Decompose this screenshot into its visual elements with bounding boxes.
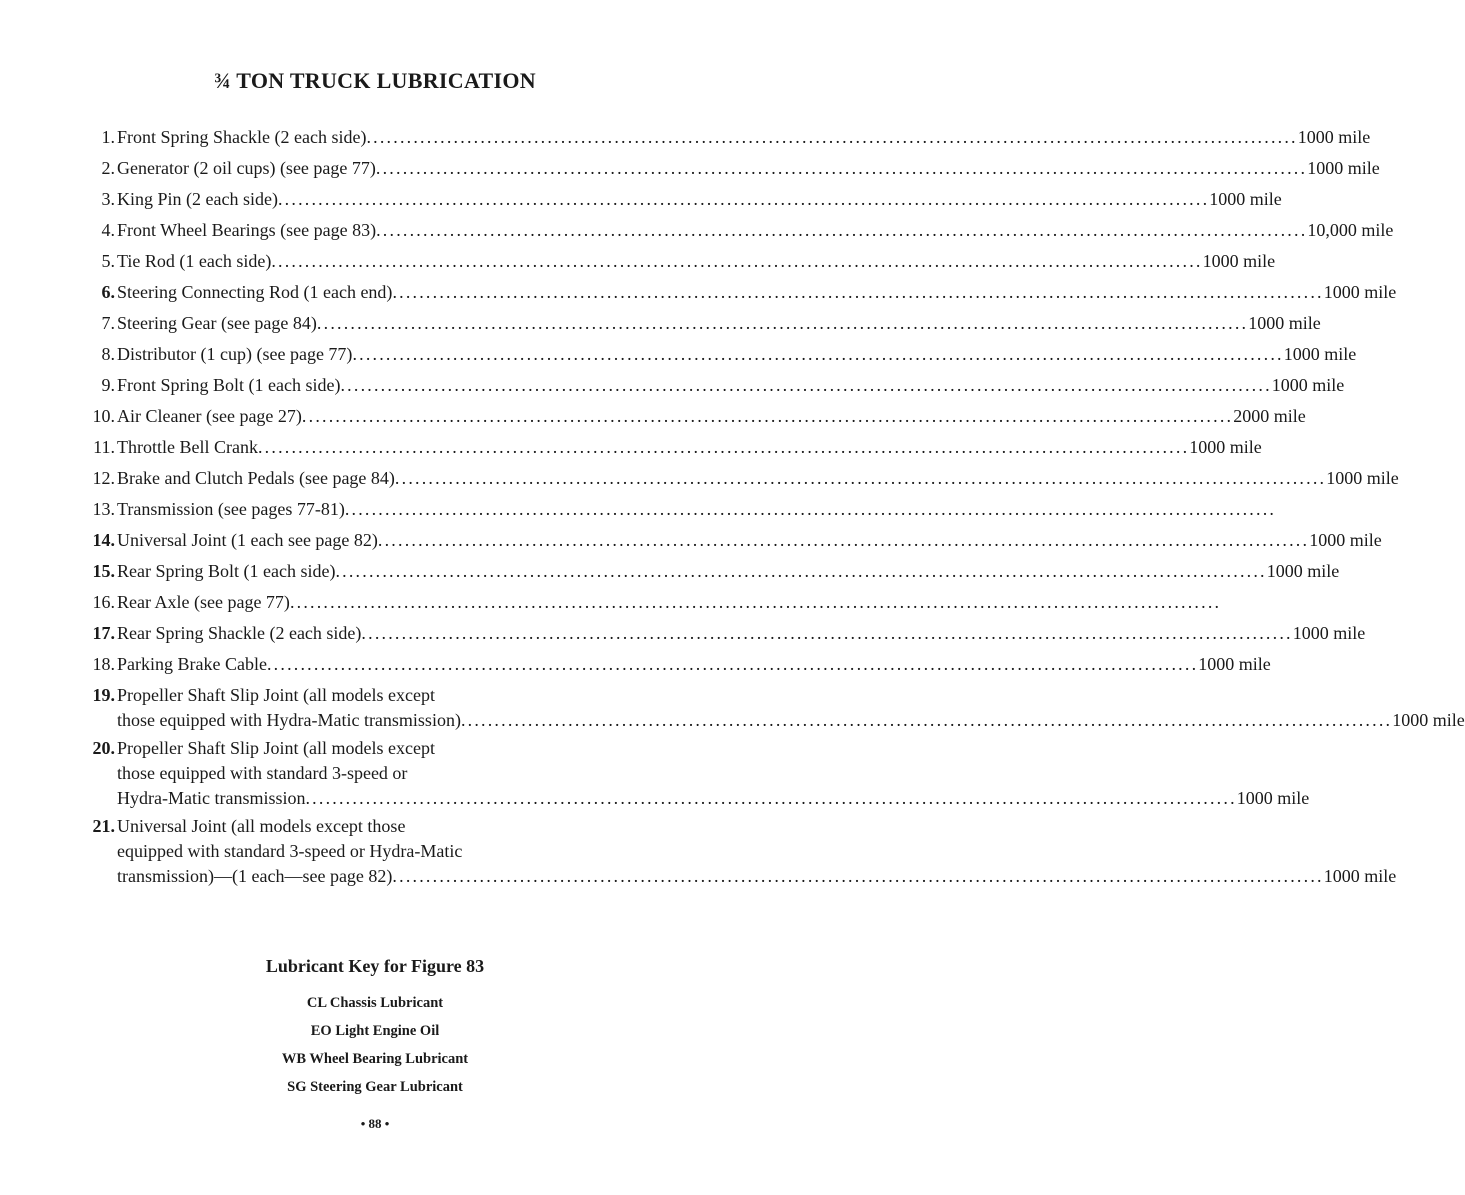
leader-dots xyxy=(317,308,1248,339)
list-item xyxy=(78,736,1310,811)
lubricant-key xyxy=(0,956,750,1101)
item-interval: 1000 mile xyxy=(1202,251,1276,271)
item-label: Front Wheel Bearings (see page 83) xyxy=(117,220,377,240)
list-item xyxy=(78,618,1366,649)
item-label: those equipped with Hydra-Matic transmission) xyxy=(117,710,461,730)
item-interval: 1000 mile xyxy=(1392,710,1465,730)
item-number: 8. xyxy=(101,344,115,364)
item-number: 20. xyxy=(92,738,115,758)
lubricant-code: WB xyxy=(281,1051,307,1067)
item-interval: 1000 mile xyxy=(1292,623,1366,643)
leader-dots xyxy=(395,463,1326,494)
item-interval: 1000 mile xyxy=(1309,530,1382,550)
item-label: Front Spring Shackle (2 each side) xyxy=(117,127,367,147)
item-number: 18. xyxy=(92,654,115,674)
leader-dots xyxy=(267,649,1198,680)
item-label-line: equipped with standard 3-speed or Hydra-Matic xyxy=(117,841,463,861)
lubricant-name: Wheel Bearing Lubricant xyxy=(309,1051,469,1067)
item-label: Throttle Bell Crank xyxy=(117,437,258,457)
item-label: Rear Spring Shackle (2 each side) xyxy=(117,623,362,643)
leader-dots xyxy=(290,587,1221,618)
leader-dots xyxy=(376,215,1307,246)
leader-dots xyxy=(392,277,1323,308)
leader-dots xyxy=(305,786,1236,811)
lubricant-code: EO xyxy=(310,1023,332,1039)
item-interval: 1000 mile xyxy=(1307,158,1380,178)
item-label: Brake and Clutch Pedals (see page 84) xyxy=(117,468,395,488)
item-number: 13. xyxy=(92,499,115,519)
list-item xyxy=(78,153,1380,184)
item-interval: 1000 mile xyxy=(1266,561,1340,581)
item-interval: 10,000 mile xyxy=(1307,220,1394,240)
lubricant-key-entry xyxy=(0,989,750,1017)
item-number: 2. xyxy=(101,158,115,178)
leader-dots xyxy=(392,864,1323,889)
item-label-line: Universal Joint (all models except those xyxy=(117,816,406,836)
lubrication-list xyxy=(78,122,1465,892)
lubricant-code: SG xyxy=(287,1079,307,1095)
page-number: • 88 • xyxy=(360,1116,390,1131)
lubricant-key-entry xyxy=(0,1017,750,1045)
item-label: Front Spring Bolt (1 each side) xyxy=(117,375,341,395)
item-number: 11. xyxy=(93,437,115,457)
leader-dots xyxy=(271,246,1202,277)
list-item xyxy=(78,184,1282,215)
leader-dots xyxy=(378,525,1309,556)
item-number: 12. xyxy=(92,468,115,488)
item-label: Steering Gear (see page 84) xyxy=(117,313,317,333)
item-number: 21. xyxy=(92,816,115,836)
list-item xyxy=(78,556,1340,587)
item-label-line: Propeller Shaft Slip Joint (all models except xyxy=(117,685,435,705)
item-number: 10. xyxy=(92,406,115,426)
item-number: 19. xyxy=(92,685,115,705)
leader-dots xyxy=(361,618,1292,649)
list-item xyxy=(78,814,1397,889)
list-item xyxy=(78,683,1465,733)
list-item xyxy=(78,215,1394,246)
item-number: 15. xyxy=(92,561,115,581)
leader-dots xyxy=(352,339,1283,370)
item-interval: 1000 mile xyxy=(1189,437,1262,457)
item-interval: 1000 mile xyxy=(1323,282,1397,302)
item-label: transmission)—(1 each—see page 82) xyxy=(117,866,393,886)
list-item xyxy=(78,246,1276,277)
item-label-line: Propeller Shaft Slip Joint (all models except xyxy=(117,738,435,758)
item-label: Parking Brake Cable xyxy=(117,654,267,674)
item-label: Air Cleaner (see page 27) xyxy=(117,406,302,426)
item-label: Transmission (see pages 77-81) xyxy=(117,499,345,519)
item-interval: 1000 mile xyxy=(1198,654,1271,674)
list-item xyxy=(78,494,666,525)
leader-dots xyxy=(302,401,1233,432)
list-item xyxy=(78,339,1357,370)
leader-dots xyxy=(340,370,1271,401)
item-number: 9. xyxy=(101,375,115,395)
item-label: Tie Rod (1 each side) xyxy=(117,251,272,271)
lubricant-name: Light Engine Oil xyxy=(335,1023,440,1039)
item-number: 16. xyxy=(92,592,115,612)
item-label: King Pin (2 each side) xyxy=(117,189,278,209)
item-label: Generator (2 oil cups) (see page 77) xyxy=(117,158,376,178)
item-label: Hydra-Matic transmission xyxy=(117,788,306,808)
item-number: 4. xyxy=(101,220,115,240)
item-label: Universal Joint (1 each see page 82) xyxy=(117,530,378,550)
item-label-line: those equipped with standard 3-speed or xyxy=(117,763,408,783)
item-interval: 1000 mile xyxy=(1248,313,1321,333)
item-number: 7. xyxy=(101,313,115,333)
list-item xyxy=(78,463,1399,494)
leader-dots xyxy=(335,556,1266,587)
item-interval: 1000 mile xyxy=(1271,375,1345,395)
item-label: Distributor (1 cup) (see page 77) xyxy=(117,344,353,364)
list-item xyxy=(78,277,1397,308)
leader-dots xyxy=(376,153,1307,184)
item-number: 5. xyxy=(101,251,115,271)
item-interval: 1000 mile xyxy=(1209,189,1282,209)
item-number: 1. xyxy=(101,127,115,147)
leader-dots xyxy=(366,122,1297,153)
item-interval: 1000 mile xyxy=(1297,127,1371,147)
page-title: ¾ TON TRUCK LUBRICATION xyxy=(214,68,536,93)
lubricant-key-title: Lubricant Key for Figure 83 xyxy=(265,956,485,976)
item-interval: 1000 mile xyxy=(1236,788,1310,808)
list-item xyxy=(78,649,1271,680)
leader-dots xyxy=(258,432,1189,463)
item-number: 6. xyxy=(101,282,115,302)
lubricant-name: Steering Gear Lubricant xyxy=(310,1079,463,1095)
item-interval: 2000 mile xyxy=(1233,406,1306,426)
list-item xyxy=(78,308,1321,339)
lubricant-key-entry xyxy=(0,1045,750,1073)
lubricant-key-entry xyxy=(0,1073,750,1101)
item-number: 17. xyxy=(92,623,115,643)
item-label: Rear Spring Bolt (1 each side) xyxy=(117,561,336,581)
item-interval: 1000 mile xyxy=(1326,468,1399,488)
list-item xyxy=(78,587,666,618)
lubricant-name: Chassis Lubricant xyxy=(329,995,444,1011)
list-item xyxy=(78,401,1306,432)
item-interval: 1000 mile xyxy=(1323,866,1397,886)
lubricant-code: CL xyxy=(306,995,327,1011)
list-item xyxy=(78,432,1262,463)
leader-dots xyxy=(345,494,1276,525)
item-interval: 1000 mile xyxy=(1283,344,1357,364)
item-number: 14. xyxy=(92,530,115,550)
item-label: Steering Connecting Rod (1 each end) xyxy=(117,282,393,302)
leader-dots xyxy=(278,184,1209,215)
leader-dots xyxy=(461,708,1392,733)
list-item xyxy=(78,122,1371,153)
list-item xyxy=(78,370,1345,401)
item-label: Rear Axle (see page 77) xyxy=(117,592,290,612)
list-item xyxy=(78,525,1382,556)
item-number: 3. xyxy=(101,189,115,209)
